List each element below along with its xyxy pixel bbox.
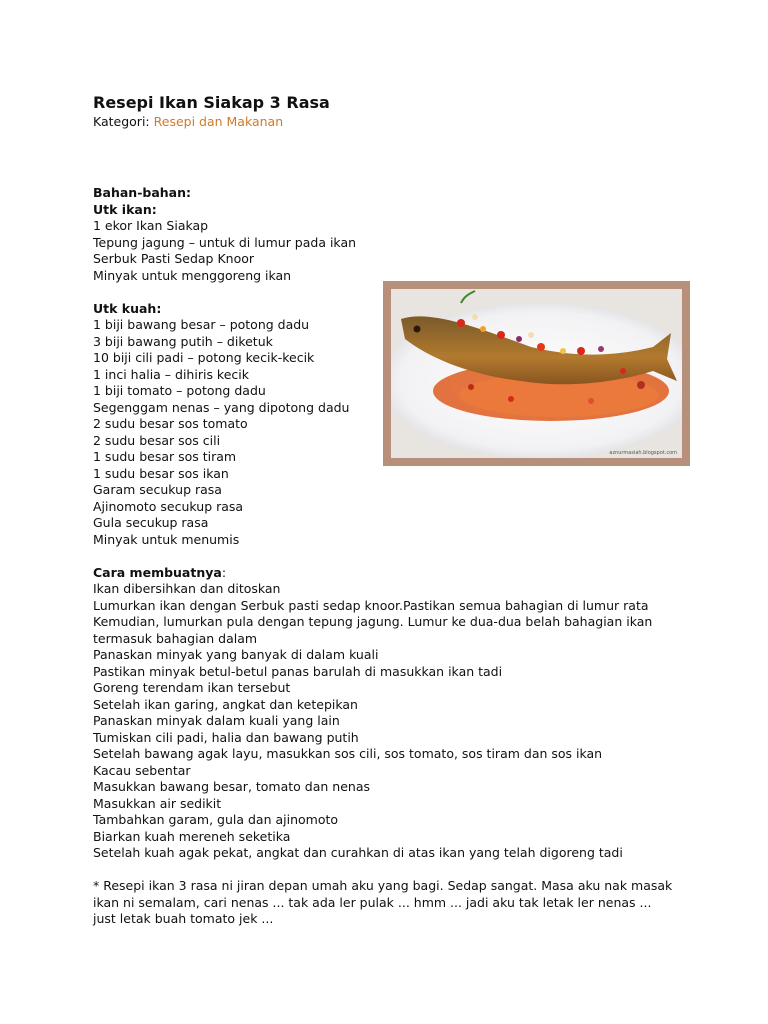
sauce-ingredients-heading: Utk kuah: — [93, 300, 162, 316]
list-item: 1 biji tomato – potong dadu — [93, 383, 266, 398]
method-heading: Cara membuatnya — [93, 564, 222, 580]
recipe-note: * Resepi ikan 3 rasa ni jiran depan umah aku yang bagi. Sedap sangat. Masa aku nak masak ikan ni semalam, cari nenas ... tak ada ler pulak ... hmm ... jadi aku tak letak ler nenas ... just letak buah tomato jek ... — [93, 878, 673, 926]
category-link[interactable]: Resepi dan Makanan — [153, 114, 284, 129]
list-item: Panaskan minyak yang banyak di dalam kuali — [93, 647, 379, 662]
list-item: Minyak untuk menumis — [93, 531, 240, 547]
category-label: Kategori: — [93, 114, 150, 129]
list-item: Lumurkan ikan dengan Serbuk pasti sedap knoor.Pastikan semua bahagian di lumur rata — [93, 597, 649, 613]
list-item: 2 sudu besar sos tomato — [93, 416, 248, 431]
list-item: 1 biji bawang besar – potong dadu — [93, 317, 310, 332]
list-item: Gula secukup rasa — [93, 515, 209, 530]
method-heading-line — [93, 565, 693, 582]
list-item: Ikan dibersihkan dan ditoskan — [93, 581, 281, 596]
list-item: Minyak untuk menggoreng ikan — [93, 267, 292, 283]
list-item: Ajinomoto secukup rasa — [93, 498, 244, 514]
list-item: 1 inci halia – dihiris kecik — [93, 366, 249, 382]
ingredients-heading: Bahan-bahan: — [93, 185, 191, 200]
method-steps-list — [93, 581, 693, 862]
list-item: Masukkan air sedikit — [93, 795, 222, 811]
list-item: Tepung jagung – untuk di lumur pada ikan — [93, 234, 357, 250]
list-item: Kemudian, lumurkan pula dengan tepung jagung. Lumur ke dua-dua belah bahagian ikan termasuk bahagian dalam — [93, 614, 653, 646]
list-item: Setelah ikan garing, angkat dan ketepikan — [93, 696, 358, 712]
list-item: 3 biji bawang putih – diketuk — [93, 333, 273, 349]
list-item: Biarkan kuah mereneh seketika — [93, 828, 291, 844]
recipe-page — [93, 93, 693, 928]
list-item: Goreng terendam ikan tersebut — [93, 680, 291, 695]
list-item: Garam secukup rasa — [93, 482, 222, 497]
spacer — [93, 130, 693, 185]
list-item: 1 sudu besar sos tiram — [93, 449, 237, 464]
list-item: 10 biji cili padi – potong kecik-kecik — [93, 350, 315, 365]
category-line — [93, 114, 693, 130]
list-item: 1 ekor Ikan Siakap — [93, 218, 209, 233]
list-item: Serbuk Pasti Sedap Knoor — [93, 251, 255, 266]
dish-photo-frame — [383, 281, 690, 466]
list-item: Setelah bawang agak layu, masukkan sos cili, sos tomato, sos tiram dan sos ikan — [93, 746, 603, 761]
fish-ingredients-list — [93, 218, 693, 284]
dish-photo — [391, 289, 682, 458]
list-item: 2 sudu besar sos cili — [93, 432, 221, 448]
list-item: Tumiskan cili padi, halia dan bawang putih — [93, 729, 359, 745]
list-item: Segenggam nenas – yang dipotong dadu — [93, 399, 350, 415]
method-section — [93, 565, 693, 862]
list-item: Kacau sebentar — [93, 762, 191, 778]
list-item: 1 sudu besar sos ikan — [93, 465, 229, 481]
list-item: Masukkan bawang besar, tomato dan nenas — [93, 779, 370, 794]
list-item: Setelah kuah agak pekat, angkat dan curahkan di atas ikan yang telah digoreng tadi — [93, 845, 623, 860]
list-item: Tambahkan garam, gula dan ajinomoto — [93, 812, 339, 827]
fish-ingredients-heading: Utk ikan: — [93, 201, 157, 217]
page-title: Resepi Ikan Siakap 3 Rasa — [93, 93, 330, 112]
method-heading-colon: : — [221, 564, 227, 580]
list-item: Pastikan minyak betul-betul panas barulah di masukkan ikan tadi — [93, 663, 503, 679]
photo-watermark: aznurmasiah.blogspot.com — [609, 450, 677, 456]
list-item: Panaskan minyak dalam kuali yang lain — [93, 713, 340, 728]
